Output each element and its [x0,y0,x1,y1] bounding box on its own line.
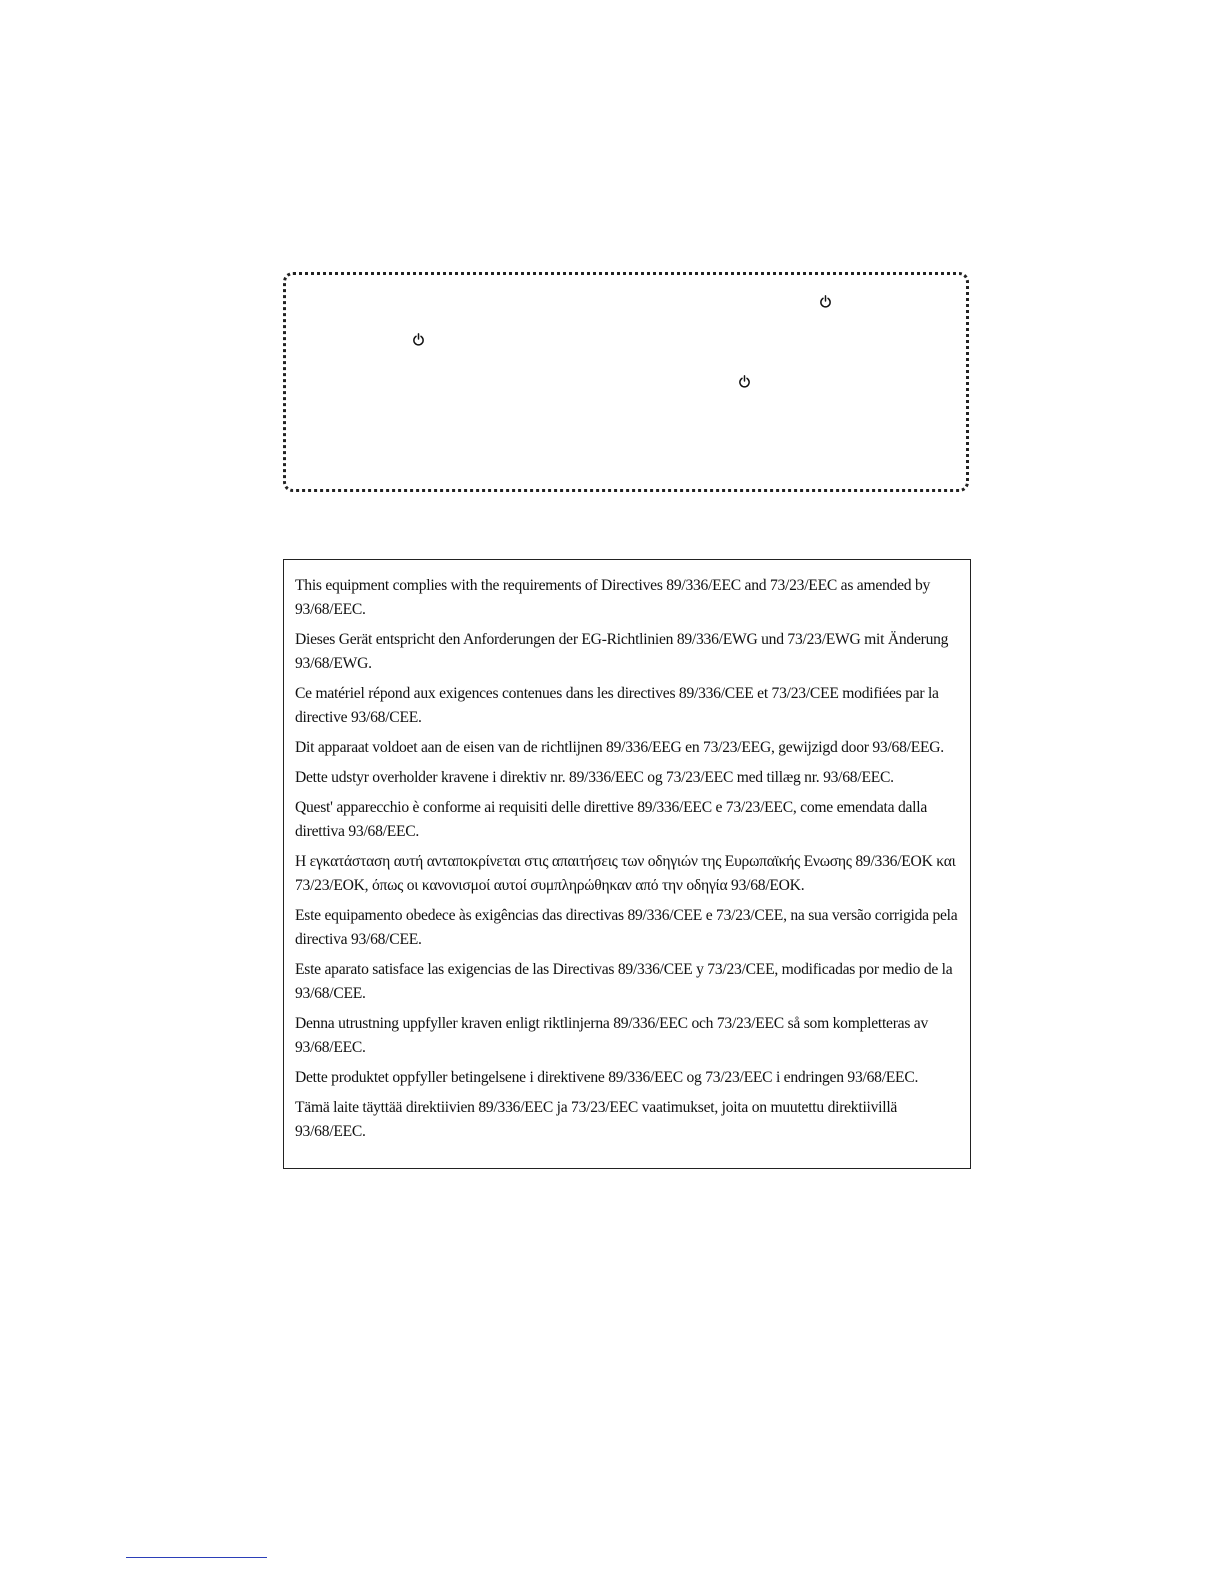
compliance-norwegian: Dette produktet oppfyller betingelsene i direktivene 89/336/EEC og 73/23/EEC i endringen 93/68/EEC. [295,1069,919,1086]
compliance-german: Dieses Gerät entspricht den Anforderungen der EG-Richtlinien 89/336/EWG und 73/23/EWG mit Änderung 93/68/EWG. [295,631,949,672]
power-standby-icon [412,333,425,346]
notice-box [283,272,969,492]
compliance-portuguese: Este equipamento obedece às exigências das directivas 89/336/CEE e 73/23/CEE, na sua versão corrigida pela directiva 93/68/CEE. [295,907,958,948]
compliance-english: This equipment complies with the requirements of Directives 89/336/EEC and 73/23/EEC as amended by 93/68/EEC. [295,577,931,618]
compliance-greek: Η εγκατάσταση αυτή ανταποκρίνεται στις απαιτήσεις των οδηγιών της Ευρωπαϊκής Ενωσης 89/336/ΕΟΚ και 73/23/ΕΟΚ, όπως οι κανονισμοί αυτοί συμπληρώθηκαν από την οδηγία 93/68/ΕΟΚ. [295,853,956,894]
compliance-spanish: Este aparato satisface las exigencias de las Directivas 89/336/CEE y 73/23/CEE, modificadas por medio de la 93/68/CEE. [295,961,953,1002]
compliance-swedish: Denna utrustning uppfyller kraven enligt riktlinjerna 89/336/EEC och 73/23/EEC så som kompletteras av 93/68/EEC. [295,1015,929,1056]
power-standby-icon [738,375,751,388]
compliance-italian: Quest' apparecchio è conforme ai requisiti delle direttive 89/336/EEC e 73/23/EEC, come emendata dalla direttiva 93/68/EEC. [295,799,928,840]
power-standby-icon [819,295,832,308]
compliance-danish: Dette udstyr overholder kravene i direktiv nr. 89/336/EEC og 73/23/EEC med tillæg nr. 93/68/EEC. [295,769,894,786]
compliance-dutch: Dit apparaat voldoet aan de eisen van de richtlijnen 89/336/EEG en 73/23/EEG, gewijzigd door 93/68/EEG. [295,739,944,756]
compliance-finnish: Tämä laite täyttää direktiivien 89/336/EEC ja 73/23/EEC vaatimukset, joita on muutettu direktiivillä 93/68/EEC. [295,1099,898,1140]
ce-compliance-statement-box [283,559,971,1169]
footer-rule [126,1557,267,1558]
compliance-french: Ce matériel répond aux exigences contenues dans les directives 89/336/CEE et 73/23/CEE modifiées par la directive 93/68/CEE. [295,685,939,726]
